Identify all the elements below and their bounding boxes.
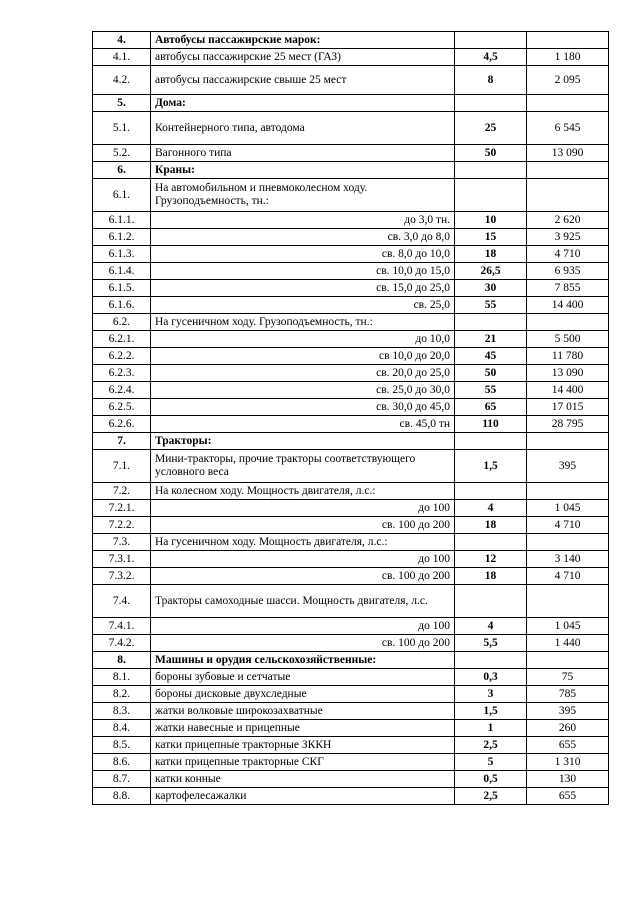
row-price (527, 585, 609, 618)
table-row (93, 483, 609, 500)
row-number: 6.1.5. (93, 280, 151, 297)
row-name: до 100 (151, 500, 455, 517)
row-price: 4 710 (527, 517, 609, 534)
row-coefficient (455, 32, 527, 49)
table-row (93, 229, 609, 246)
row-number: 5.2. (93, 145, 151, 162)
row-price (527, 32, 609, 49)
table-row (93, 145, 609, 162)
row-coefficient: 0,5 (455, 771, 527, 788)
row-number: 6.2.6. (93, 416, 151, 433)
section-row (93, 162, 609, 179)
row-coefficient: 2,5 (455, 737, 527, 754)
row-coefficient (455, 433, 527, 450)
row-name: св. 30,0 до 45,0 (151, 399, 455, 416)
row-number: 5.1. (93, 112, 151, 145)
row-price: 1 180 (527, 49, 609, 66)
section-row (93, 652, 609, 669)
row-number: 8.8. (93, 788, 151, 805)
row-name: автобусы пассажирские 25 мест (ГАЗ) (151, 49, 455, 66)
row-number: 6.1.4. (93, 263, 151, 280)
row-number: 6.1.2. (93, 229, 151, 246)
row-price: 11 780 (527, 348, 609, 365)
table-row (93, 280, 609, 297)
row-price: 4 710 (527, 568, 609, 585)
row-coefficient: 8 (455, 66, 527, 95)
section-row (93, 433, 609, 450)
row-name: автобусы пассажирские свыше 25 мест (151, 66, 455, 95)
row-number: 6.2. (93, 314, 151, 331)
row-coefficient: 1 (455, 720, 527, 737)
row-number: 8. (93, 652, 151, 669)
row-coefficient: 15 (455, 229, 527, 246)
row-price: 1 045 (527, 500, 609, 517)
row-coefficient: 50 (455, 365, 527, 382)
row-name: картофелесажалки (151, 788, 455, 805)
row-number: 7.3.1. (93, 551, 151, 568)
row-price: 4 710 (527, 246, 609, 263)
row-name: св. 100 до 200 (151, 517, 455, 534)
row-number: 8.5. (93, 737, 151, 754)
row-coefficient: 18 (455, 246, 527, 263)
table-row (93, 686, 609, 703)
row-number: 4. (93, 32, 151, 49)
row-coefficient: 1,5 (455, 703, 527, 720)
row-coefficient (455, 585, 527, 618)
row-price: 7 855 (527, 280, 609, 297)
row-name: Контейнерного типа, автодома (151, 112, 455, 145)
row-price: 13 090 (527, 365, 609, 382)
table-row (93, 737, 609, 754)
row-coefficient: 1,5 (455, 450, 527, 483)
table-row (93, 348, 609, 365)
table-row (93, 754, 609, 771)
table-row (93, 720, 609, 737)
row-price (527, 534, 609, 551)
row-price (527, 433, 609, 450)
row-name: св 10,0 до 20,0 (151, 348, 455, 365)
table-row (93, 585, 609, 618)
row-name: св. 20,0 до 25,0 (151, 365, 455, 382)
row-price: 3 925 (527, 229, 609, 246)
row-name: св. 10,0 до 15,0 (151, 263, 455, 280)
row-coefficient (455, 314, 527, 331)
row-price (527, 652, 609, 669)
row-number: 6.1. (93, 179, 151, 212)
row-name: Тракторы самоходные шасси. Мощность двигателя, л.с. (151, 585, 455, 618)
table-row (93, 669, 609, 686)
row-name: катки прицепные тракторные ЗККН (151, 737, 455, 754)
row-name: Краны: (151, 162, 455, 179)
row-number: 7.3.2. (93, 568, 151, 585)
row-price (527, 314, 609, 331)
row-coefficient: 26,5 (455, 263, 527, 280)
row-number: 4.2. (93, 66, 151, 95)
row-number: 6.2.2. (93, 348, 151, 365)
table-row (93, 49, 609, 66)
row-coefficient: 25 (455, 112, 527, 145)
row-price: 655 (527, 788, 609, 805)
row-number: 6.2.3. (93, 365, 151, 382)
table-row (93, 618, 609, 635)
row-coefficient: 0,3 (455, 669, 527, 686)
row-number: 7.4. (93, 585, 151, 618)
row-name: св. 100 до 200 (151, 568, 455, 585)
row-price: 3 140 (527, 551, 609, 568)
row-name: св. 15,0 до 25,0 (151, 280, 455, 297)
row-price: 2 095 (527, 66, 609, 95)
row-coefficient: 18 (455, 517, 527, 534)
row-name: до 100 (151, 618, 455, 635)
row-coefficient: 5 (455, 754, 527, 771)
row-name: до 3,0 тн. (151, 212, 455, 229)
row-number: 7.1. (93, 450, 151, 483)
row-name: На автомобильном и пневмоколесном ходу. Грузоподъемность, тн.: (151, 179, 455, 212)
row-coefficient: 55 (455, 297, 527, 314)
table-row (93, 212, 609, 229)
row-price: 75 (527, 669, 609, 686)
row-name: бороны дисковые двухследные (151, 686, 455, 703)
row-number: 6.1.1. (93, 212, 151, 229)
table-row (93, 416, 609, 433)
row-price: 2 620 (527, 212, 609, 229)
row-coefficient: 65 (455, 399, 527, 416)
row-coefficient: 30 (455, 280, 527, 297)
row-name: катки конные (151, 771, 455, 788)
row-coefficient: 10 (455, 212, 527, 229)
row-name: св. 25,0 (151, 297, 455, 314)
tariff-table-body (93, 32, 609, 805)
row-price: 14 400 (527, 382, 609, 399)
table-row (93, 788, 609, 805)
row-number: 7.2. (93, 483, 151, 500)
row-coefficient: 18 (455, 568, 527, 585)
row-number: 6. (93, 162, 151, 179)
row-price (527, 95, 609, 112)
row-name: Автобусы пассажирские марок: (151, 32, 455, 49)
row-price: 1 440 (527, 635, 609, 652)
table-row (93, 771, 609, 788)
row-price: 6 545 (527, 112, 609, 145)
row-name: Тракторы: (151, 433, 455, 450)
table-row (93, 534, 609, 551)
row-price (527, 162, 609, 179)
row-name: до 100 (151, 551, 455, 568)
row-name: катки прицепные тракторные СКГ (151, 754, 455, 771)
row-name: св. 3,0 до 8,0 (151, 229, 455, 246)
table-row (93, 450, 609, 483)
table-row (93, 314, 609, 331)
row-number: 8.4. (93, 720, 151, 737)
row-number: 6.2.5. (93, 399, 151, 416)
row-coefficient: 45 (455, 348, 527, 365)
row-name: Вагонного типа (151, 145, 455, 162)
table-row (93, 635, 609, 652)
row-number: 5. (93, 95, 151, 112)
row-name: Дома: (151, 95, 455, 112)
row-coefficient: 55 (455, 382, 527, 399)
section-row (93, 32, 609, 49)
row-coefficient: 4 (455, 500, 527, 517)
row-price: 6 935 (527, 263, 609, 280)
row-coefficient: 12 (455, 551, 527, 568)
row-price: 28 795 (527, 416, 609, 433)
row-name: св. 25,0 до 30,0 (151, 382, 455, 399)
row-name: св. 8,0 до 10,0 (151, 246, 455, 263)
row-name: жатки волковые широкозахватные (151, 703, 455, 720)
row-coefficient: 2,5 (455, 788, 527, 805)
row-price: 14 400 (527, 297, 609, 314)
row-price: 17 015 (527, 399, 609, 416)
row-name: Мини-тракторы, прочие тракторы соответствующего условного веса (151, 450, 455, 483)
row-price (527, 179, 609, 212)
table-row (93, 551, 609, 568)
row-price: 395 (527, 450, 609, 483)
row-price: 1 310 (527, 754, 609, 771)
tariff-table (92, 31, 609, 805)
table-row (93, 263, 609, 280)
row-coefficient: 4 (455, 618, 527, 635)
row-coefficient: 4,5 (455, 49, 527, 66)
row-coefficient (455, 483, 527, 500)
table-row (93, 112, 609, 145)
row-price: 395 (527, 703, 609, 720)
section-row (93, 95, 609, 112)
row-name: На колесном ходу. Мощность двигателя, л.с.: (151, 483, 455, 500)
row-price: 5 500 (527, 331, 609, 348)
row-number: 6.2.4. (93, 382, 151, 399)
row-coefficient (455, 534, 527, 551)
row-name: до 10,0 (151, 331, 455, 348)
row-number: 6.1.6. (93, 297, 151, 314)
row-number: 7.2.1. (93, 500, 151, 517)
table-row (93, 246, 609, 263)
row-price: 655 (527, 737, 609, 754)
row-coefficient: 21 (455, 331, 527, 348)
table-row (93, 500, 609, 517)
row-price: 1 045 (527, 618, 609, 635)
table-row (93, 331, 609, 348)
row-name: св. 45,0 тн (151, 416, 455, 433)
row-number: 7.2.2. (93, 517, 151, 534)
row-coefficient (455, 179, 527, 212)
row-number: 8.7. (93, 771, 151, 788)
row-number: 7.4.2. (93, 635, 151, 652)
table-row (93, 399, 609, 416)
row-coefficient (455, 652, 527, 669)
row-number: 8.1. (93, 669, 151, 686)
row-number: 8.2. (93, 686, 151, 703)
row-number: 8.6. (93, 754, 151, 771)
row-number: 7.3. (93, 534, 151, 551)
table-row (93, 568, 609, 585)
row-coefficient (455, 95, 527, 112)
row-name: бороны зубовые и сетчатые (151, 669, 455, 686)
row-coefficient: 3 (455, 686, 527, 703)
table-row (93, 382, 609, 399)
row-number: 6.1.3. (93, 246, 151, 263)
row-price: 785 (527, 686, 609, 703)
table-row (93, 297, 609, 314)
row-name: На гусеничном ходу. Мощность двигателя, л.с.: (151, 534, 455, 551)
row-price: 260 (527, 720, 609, 737)
row-coefficient: 50 (455, 145, 527, 162)
row-number: 8.3. (93, 703, 151, 720)
row-coefficient (455, 162, 527, 179)
table-row (93, 66, 609, 95)
row-name: Машины и орудия сельскохозяйственные: (151, 652, 455, 669)
table-row (93, 703, 609, 720)
table-row (93, 517, 609, 534)
row-number: 4.1. (93, 49, 151, 66)
row-number: 7.4.1. (93, 618, 151, 635)
row-name: св. 100 до 200 (151, 635, 455, 652)
table-row (93, 365, 609, 382)
row-number: 7. (93, 433, 151, 450)
row-price: 130 (527, 771, 609, 788)
row-name: На гусеничном ходу. Грузоподъемность, тн.: (151, 314, 455, 331)
row-coefficient: 5,5 (455, 635, 527, 652)
row-price (527, 483, 609, 500)
row-name: жатки навесные и прицепные (151, 720, 455, 737)
table-row (93, 179, 609, 212)
row-number: 6.2.1. (93, 331, 151, 348)
row-coefficient: 110 (455, 416, 527, 433)
row-price: 13 090 (527, 145, 609, 162)
